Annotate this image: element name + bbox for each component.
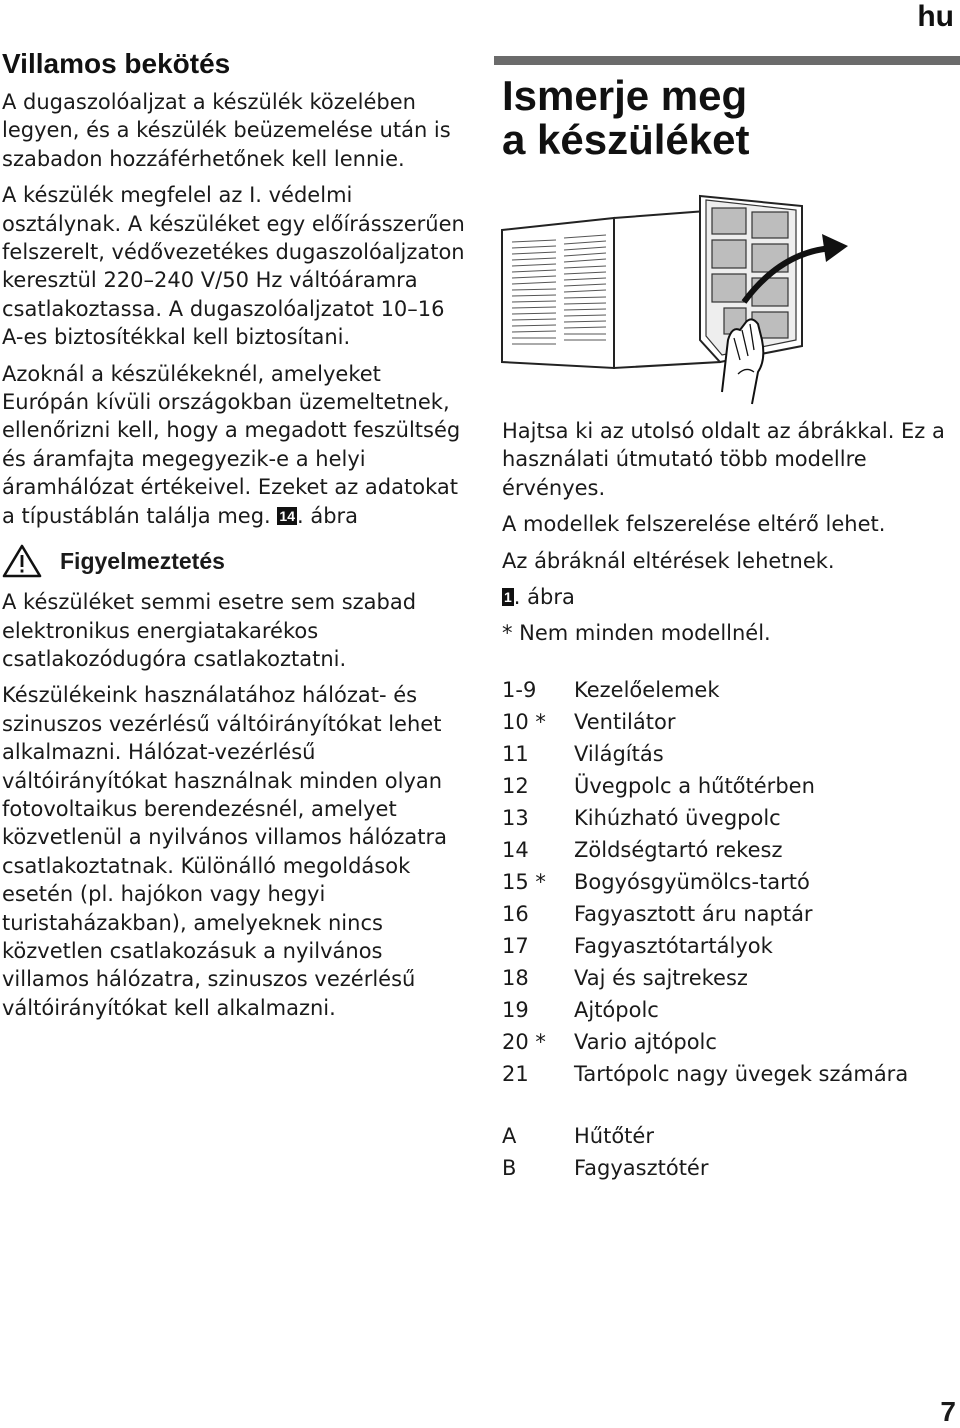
part-label: Kihúzható üvegpolc xyxy=(574,805,781,830)
part-label: Vaj és sajtrekesz xyxy=(574,965,748,990)
part-number: 19 xyxy=(502,997,529,1022)
fold-out-booklet-illustration xyxy=(496,190,856,405)
part-number: 12 xyxy=(502,773,529,798)
list-item xyxy=(502,866,952,898)
warning-paragraph-1: A készüléket semmi esetre sem szabad elektronikus energiatakarékos csatlakozódugóra csatlakoztatni. xyxy=(2,590,417,671)
header-rule xyxy=(494,56,960,65)
part-number: 18 xyxy=(502,965,529,990)
part-label: Zöldségtartó rekesz xyxy=(574,837,783,862)
section-title-electrical: Villamos bekötés xyxy=(2,48,231,79)
part-number: 15 * xyxy=(502,869,546,894)
zone-letter: A xyxy=(502,1123,517,1148)
intro-fold-out: Hajtsa ki az utolsó oldalt az ábrákkal. Ez a használati útmutató több modellre érvényes. xyxy=(502,419,945,500)
figure-1-badge: 1 xyxy=(504,589,512,606)
parts-list xyxy=(502,674,952,1184)
part-number: 14 xyxy=(502,837,529,862)
part-number: 21 xyxy=(502,1061,529,1086)
part-label: Fagyasztótartályok xyxy=(574,933,773,958)
page-title-line-2: a készüléket xyxy=(502,116,750,163)
part-label: Tartópolc nagy üvegek számára xyxy=(574,1061,909,1086)
intro-block xyxy=(502,417,952,648)
warning-triangle-icon xyxy=(2,544,42,578)
list-item xyxy=(502,802,952,834)
paragraph-outside-europe-text: Azoknál a készülékeknél, amelyeket Európán kívüli országokban üzemeltetnek, ellenőrizni kell, hogy a megadott feszültség és áramfajta megegyezik-e a helyi áramhálózat értékeivel. Ezeket az adatokat a típustáblán találja meg. xyxy=(2,361,461,528)
warning-header xyxy=(2,544,472,578)
part-label: Ajtópolc xyxy=(574,997,659,1022)
warning-paragraph-2: Készülékeink használatához hálózat- és szinuszos vezérlésű váltóirányítókat lehet alkalmazni. Hálózat-vezérlésű váltóirányítókat használnak minden olyan fotovoltaikus berendezésnél, amelyet közvetlenül a nyilvános villamos hálózatra csatlakoztatnak. Különálló megoldások esetén (pl. hajókon vagy hegyi turistaházakban), amelyeknek nincs közvetlen csatlakozásuk a nyilvános villamos hálózatra, szinuszos vezérlésű váltóirányítókat kell alkalmazni. xyxy=(2,683,447,1020)
right-column xyxy=(502,74,952,1184)
figure-reference-suffix: . ábra xyxy=(296,503,359,528)
part-label: Bogyósgyümölcs-tartó xyxy=(574,869,810,894)
list-item xyxy=(502,674,952,706)
figure-1-reference xyxy=(502,583,952,611)
list-item xyxy=(502,738,952,770)
list-item xyxy=(502,1026,952,1058)
part-label: Vario ajtópolc xyxy=(574,1029,717,1054)
figure-1-suffix: . ábra xyxy=(513,585,575,610)
list-item xyxy=(502,706,952,738)
intro-figures-differ: Az ábráknál eltérések lehetnek. xyxy=(502,548,835,573)
part-number: 13 xyxy=(502,805,529,830)
part-label: Üvegpolc a hűtőtérben xyxy=(574,773,815,798)
page-title xyxy=(502,74,952,162)
warning-title: Figyelmeztetés xyxy=(60,547,225,574)
zone-letter: B xyxy=(502,1155,517,1180)
list-item xyxy=(502,834,952,866)
paragraph-socket: A dugaszolóaljzat a készülék közelében legyen, és a készülék beüzemelése után is szabadon hozzáférhetőnek kell lennie. xyxy=(2,90,451,171)
list-item xyxy=(502,1152,952,1184)
zone-label: Fagyasztótér xyxy=(574,1155,709,1180)
figure-badge: 14 xyxy=(279,507,295,524)
part-number: 20 * xyxy=(502,1029,546,1054)
part-number: 16 xyxy=(502,901,529,926)
part-number: 11 xyxy=(502,741,529,766)
list-item xyxy=(502,962,952,994)
zone-label: Hűtőtér xyxy=(574,1123,654,1148)
paragraph-protection-class: A készülék megfelel az I. védelmi osztálynak. A készüléket egy előírásszerűen felszerelt, védővezetékes dugaszolóaljzaton keresztül 220–240 V/50 Hz váltóáramra csatlakoztassa. A dugaszolóaljzatot 10–16 A-es biztosítékkal kell biztosítani. xyxy=(2,183,465,350)
part-label: Kezelőelemek xyxy=(574,677,720,702)
part-label: Ventilátor xyxy=(574,709,676,734)
paragraph-outside-europe xyxy=(2,360,472,530)
asterisk-note: * Nem minden modellnél. xyxy=(502,621,771,646)
list-item xyxy=(502,770,952,802)
language-tag: hu xyxy=(917,0,954,33)
intro-equipment-differs: A modellek felszerelése eltérő lehet. xyxy=(502,512,886,537)
part-number: 1-9 xyxy=(502,677,537,702)
page-number: 7 xyxy=(940,1396,956,1427)
list-item xyxy=(502,930,952,962)
list-item xyxy=(502,898,952,930)
page-title-line-1: Ismerje meg xyxy=(502,72,748,119)
part-label: Világítás xyxy=(574,741,664,766)
left-column xyxy=(2,48,472,1030)
list-item xyxy=(502,1120,952,1152)
part-number: 17 xyxy=(502,933,529,958)
list-spacer xyxy=(502,1090,952,1120)
part-number: 10 * xyxy=(502,709,546,734)
list-item xyxy=(502,994,952,1026)
part-label: Fagyasztott áru naptár xyxy=(574,901,813,926)
list-item xyxy=(502,1058,952,1090)
